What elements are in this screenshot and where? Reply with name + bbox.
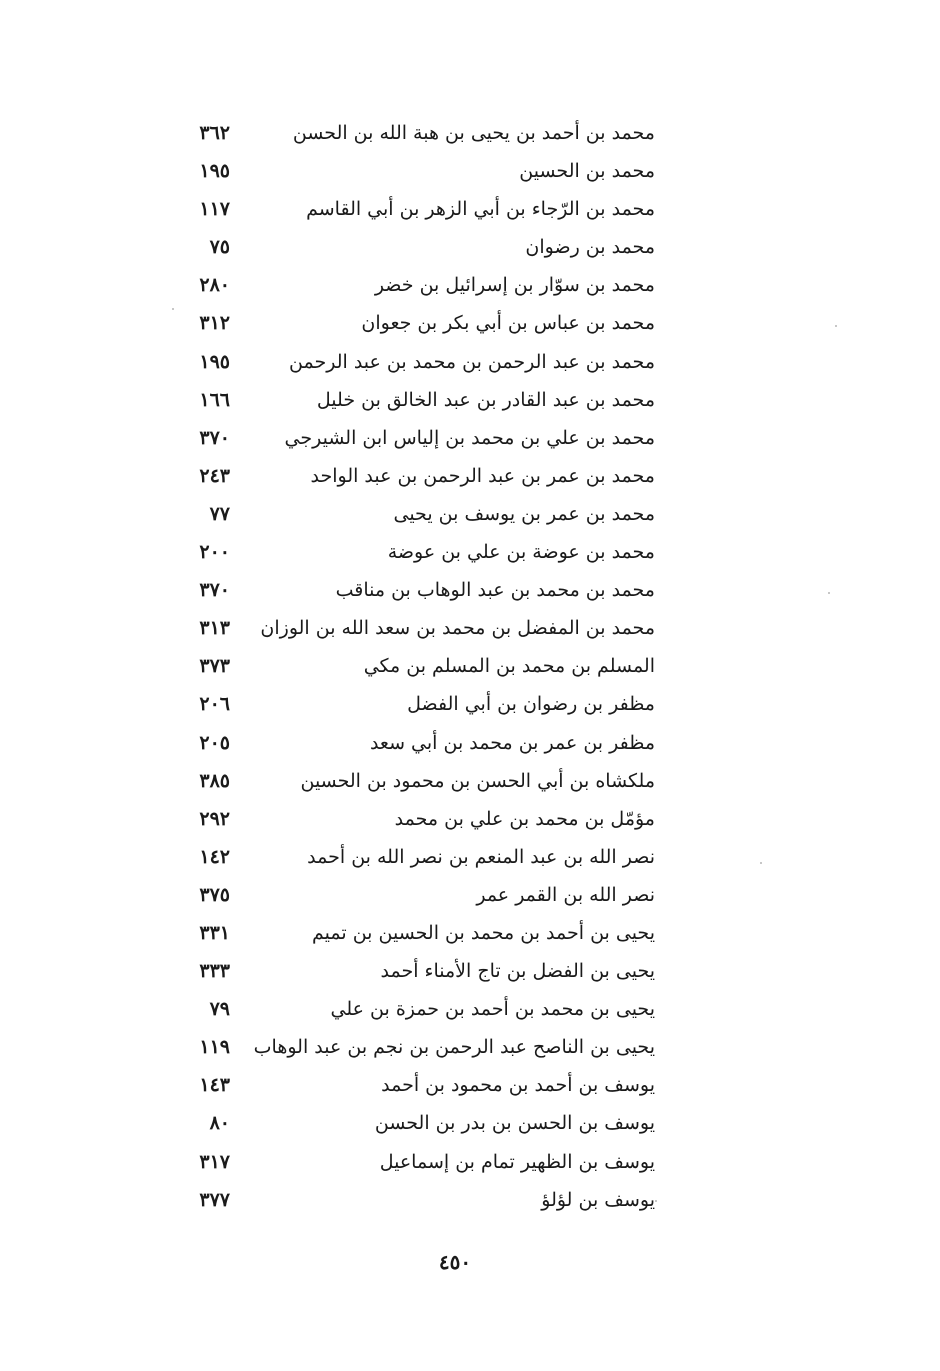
entry-name: يحيى بن الناصح عبد الرحمن بن نجم بن عبد الوهاب <box>253 1036 655 1059</box>
index-entry <box>180 876 655 914</box>
index-entry <box>180 571 655 609</box>
entry-name: المسلم بن محمد بن المسلم بن مكي <box>363 655 655 678</box>
index-entry <box>180 1028 655 1066</box>
entry-page-number: ٢٠٦ <box>199 693 230 716</box>
index-entry <box>180 647 655 685</box>
index-entry <box>180 266 655 304</box>
entry-name: نصر الله بن عبد المنعم بن نصر الله بن أحمد <box>307 845 655 868</box>
entry-page-number: ٧٧ <box>209 502 230 525</box>
entry-name: محمد بن عبد القادر بن عبد الخالق بن خليل <box>316 388 655 411</box>
index-entry <box>180 114 655 152</box>
scan-speck <box>828 592 830 594</box>
entry-page-number: ١٤٢ <box>199 845 230 868</box>
entry-name: محمد بن عمر بن يوسف بن يحيى <box>393 502 655 525</box>
entry-name: محمد بن علي بن محمد بن إلياس ابن الشيرجي <box>284 426 655 449</box>
entry-name: محمد بن محمد بن عبد الوهاب بن مناقب <box>335 579 655 602</box>
entry-name: يوسف بن لؤلؤ <box>541 1188 655 1211</box>
entry-name: محمد بن عمر بن عبد الرحمن بن عبد الواحد <box>310 464 655 487</box>
scan-speck <box>655 1200 657 1202</box>
entry-page-number: ٣١٢ <box>199 312 230 335</box>
entry-name: محمد بن سوّار بن إسرائيل بن خضر <box>374 274 655 297</box>
entry-page-number: ٣٧٣ <box>199 655 230 678</box>
entry-page-number: ٣٦٢ <box>199 122 230 144</box>
index-entry <box>180 190 655 228</box>
index-entry <box>180 419 655 457</box>
entry-page-number: ٣٨٥ <box>199 769 230 792</box>
entry-name: مظفر بن رضوان بن أبي الفضل <box>407 693 655 716</box>
index-entry <box>180 1104 655 1142</box>
entry-name: محمد بن الرّجاء بن أبي الزهر بن أبي القاسم <box>306 198 655 221</box>
index-entry <box>180 724 655 762</box>
entry-page-number: ٣٧٠ <box>199 426 230 449</box>
index-entry <box>180 343 655 381</box>
index-entry <box>180 609 655 647</box>
entry-name: ملكشاه بن أبي الحسن بن محمود بن الحسين <box>300 769 655 792</box>
entry-name: محمد بن عبد الرحمن بن محمد بن عبد الرحمن <box>289 350 655 373</box>
entry-name: محمد بن أحمد بن يحيى بن هبة الله بن الحسن <box>292 122 655 144</box>
entry-name: محمد بن عوضة بن علي بن عوضة <box>387 541 655 564</box>
entry-page-number: ٢٠٥ <box>199 731 230 754</box>
entry-page-number: ٧٥ <box>209 236 230 259</box>
entry-page-number: ٢٤٣ <box>199 464 230 487</box>
index-entry <box>180 152 655 190</box>
entry-name: مظفر بن عمر بن محمد بن أبي سعد <box>369 731 655 754</box>
entry-name: يوسف بن الظهير تمام بن إسماعيل <box>379 1150 655 1173</box>
entry-name: يوسف بن أحمد بن محمود بن أحمد <box>381 1074 655 1097</box>
scan-speck <box>172 308 174 310</box>
index-entry <box>180 228 655 266</box>
entry-page-number: ٣١٣ <box>199 617 230 640</box>
index-entry <box>180 1143 655 1181</box>
entry-name: يوسف بن الحسن بن بدر بن الحسن <box>374 1112 655 1135</box>
index-entry <box>180 685 655 723</box>
index-entry <box>180 838 655 876</box>
entry-page-number: ٢٩٢ <box>199 807 230 830</box>
scan-speck <box>835 325 837 327</box>
index-entry <box>180 304 655 342</box>
entry-page-number: ١٩٥ <box>199 160 230 183</box>
index-entry <box>180 914 655 952</box>
entry-name: محمد بن عباس بن أبي بكر بن جعوان <box>361 312 655 335</box>
entry-page-number: ١١٧ <box>199 198 230 221</box>
name-index-list <box>180 114 655 1219</box>
entry-page-number: ١٤٣ <box>199 1074 230 1097</box>
entry-name: محمد بن المفضل بن محمد بن سعد الله بن الوزان <box>260 617 655 640</box>
entry-name: يحيى بن الفضل بن تاج الأمناء أحمد <box>380 960 655 983</box>
scan-speck <box>760 862 762 864</box>
entry-name: نصر الله بن القمر عمر <box>476 883 655 906</box>
entry-name: محمد بن رضوان <box>525 236 655 259</box>
entry-page-number: ٣٧٧ <box>199 1188 230 1211</box>
entry-page-number: ١٩٥ <box>199 350 230 373</box>
index-entry <box>180 381 655 419</box>
entry-page-number: ٧٩ <box>209 998 230 1021</box>
entry-name: محمد بن الحسين <box>519 160 655 183</box>
entry-page-number: ١١٩ <box>199 1036 230 1059</box>
index-entry <box>180 762 655 800</box>
entry-page-number: ٨٠ <box>209 1112 230 1135</box>
entry-page-number: ٣١٧ <box>199 1150 230 1173</box>
entry-page-number: ٢٨٠ <box>199 274 230 297</box>
index-entry <box>180 800 655 838</box>
entry-page-number: ٣٧٥ <box>199 883 230 906</box>
entry-page-number: ٣٣١ <box>199 921 230 944</box>
page-number: ٤٥٠ <box>438 1250 472 1274</box>
entry-page-number: ٢٠٠ <box>199 541 230 564</box>
index-entry <box>180 1181 655 1219</box>
index-entry <box>180 457 655 495</box>
index-entry <box>180 952 655 990</box>
entry-name: يحيى بن أحمد بن محمد بن الحسين بن تميم <box>312 921 655 944</box>
entry-page-number: ٣٧٠ <box>199 579 230 602</box>
index-entry <box>180 495 655 533</box>
entry-page-number: ٣٣٣ <box>199 960 230 983</box>
entry-name: مؤمّل بن محمد بن علي بن محمد <box>394 807 655 830</box>
index-entry <box>180 533 655 571</box>
index-entry <box>180 990 655 1028</box>
entry-page-number: ١٦٦ <box>199 388 230 411</box>
index-entry <box>180 1066 655 1104</box>
entry-name: يحيى بن محمد بن أحمد بن حمزة بن علي <box>330 998 655 1021</box>
